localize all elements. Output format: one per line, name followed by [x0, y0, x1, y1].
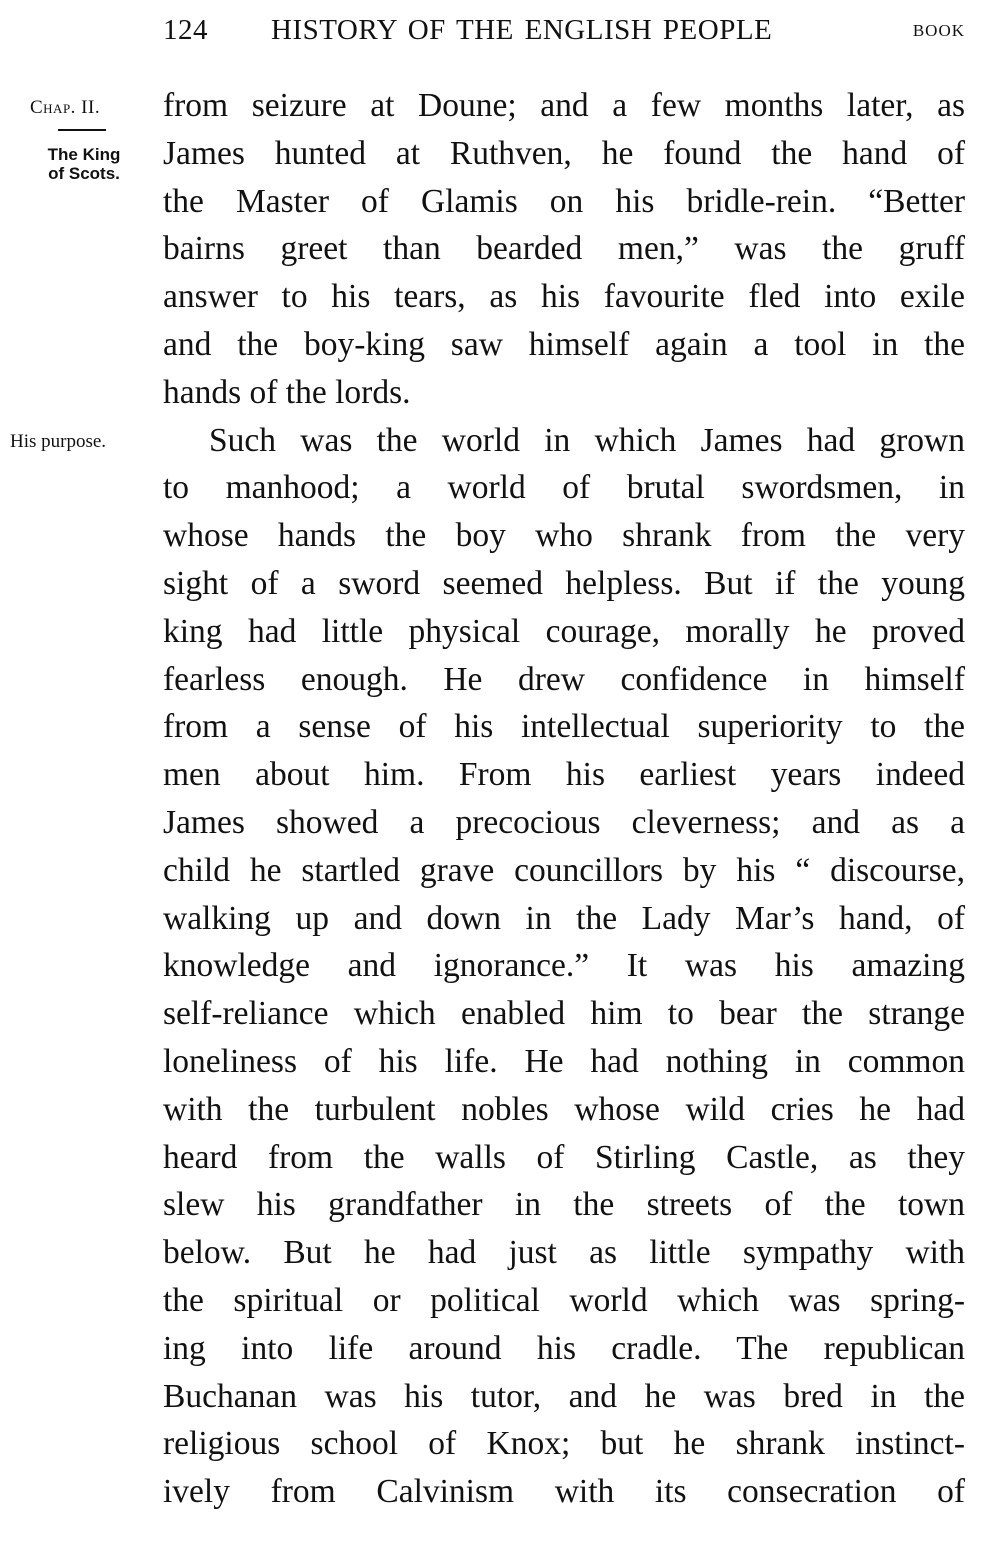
text-line: religious school of Knox; but he shrank instinct-	[163, 1425, 965, 1463]
book-label: BOOK	[912, 21, 965, 40]
text-line: the Master of Glamis on his bridle-rein. “Better	[163, 182, 965, 220]
text-line: ing into life around his cradle. The republican	[163, 1329, 965, 1367]
book-title: HISTORY OF THE ENGLISH PEOPLE	[271, 14, 773, 46]
text-line: from a sense of his intellectual superiority to the	[163, 708, 965, 746]
text-line: hands of the lords.	[163, 373, 411, 411]
text-line: men about him. From his earliest years indeed	[163, 756, 965, 794]
text-line: heard from the walls of Stirling Castle, as they	[163, 1138, 965, 1176]
text-line: the spiritual or political world which was spring-	[163, 1281, 965, 1319]
text-line: James showed a precocious cleverness; and as a	[163, 803, 965, 841]
text-line: sight of a sword seemed helpless. But if the young	[163, 564, 965, 602]
text-line: Such was the world in which James had grown	[209, 421, 965, 459]
text-line: to manhood; a world of brutal swordsmen, in	[163, 469, 965, 507]
margin-topic-line: The King	[47, 145, 121, 164]
page-number: 124	[163, 14, 208, 46]
text-line: from seizure at Doune; and a few months later, as	[163, 87, 965, 124]
text-line: answer to his tears, as his favourite fled into exile	[163, 278, 965, 316]
text-line: self-reliance which enabled him to bear the strange	[163, 995, 965, 1033]
text-line: whose hands the boy who shrank from the very	[163, 517, 965, 555]
chapter-label: Chap. II.	[30, 97, 101, 118]
text-line: walking up and down in the Lady Mar’s hand, of	[163, 899, 965, 937]
body-text	[163, 82, 965, 1516]
text-line: with the turbulent nobles whose wild cries he had	[163, 1090, 965, 1128]
text-line: and the boy-king saw himself again a tool in the	[163, 325, 965, 363]
running-head	[163, 14, 965, 52]
text-line: king had little physical courage, morally he proved	[163, 612, 965, 650]
margin-topic-king-of-scots	[22, 145, 146, 183]
text-line: Buchanan was his tutor, and he was bred in the	[163, 1377, 965, 1415]
text-line: knowledge and ignorance.” It was his amazing	[163, 947, 965, 985]
chapter-rule	[58, 129, 106, 131]
text-line: child he startled grave councillors by his “ discourse,	[163, 851, 965, 889]
text-line: ively from Calvinism with its consecration of	[163, 1473, 965, 1511]
text-line: James hunted at Ruthven, he found the hand of	[163, 134, 965, 172]
text-line: fearless enough. He drew confidence in himself	[163, 660, 965, 698]
margin-topic-line: of Scots.	[48, 164, 120, 183]
margin-topic-his-purpose: His purpose.	[10, 431, 107, 452]
text-line: slew his grandfather in the streets of the town	[163, 1186, 965, 1224]
text-line: below. But he had just as little sympathy with	[163, 1234, 965, 1272]
text-line: loneliness of his life. He had nothing in common	[163, 1042, 965, 1080]
text-line: bairns greet than bearded men,” was the gruff	[163, 230, 965, 268]
